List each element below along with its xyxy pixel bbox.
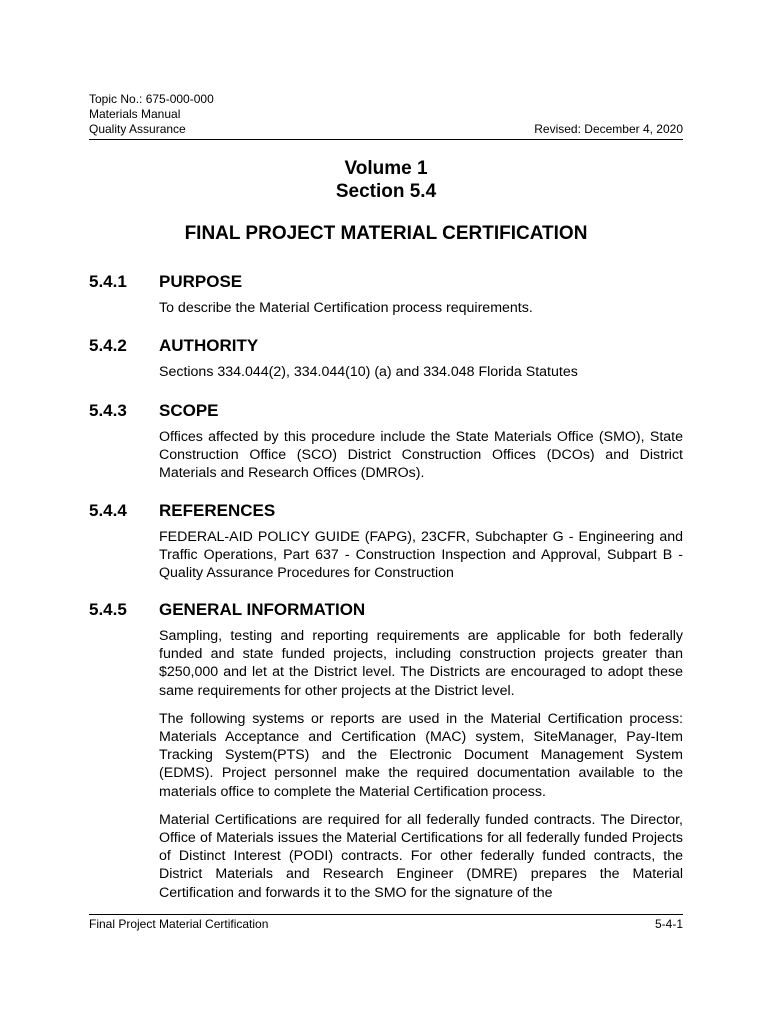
document-title: FINAL PROJECT MATERIAL CERTIFICATION	[184, 223, 588, 244]
section-body	[159, 627, 683, 902]
division-name: Quality Assurance	[89, 122, 186, 136]
footer-title: Final Project Material Certification	[89, 917, 269, 931]
section-heading-text: SCOPE	[159, 401, 219, 420]
section-authority	[89, 335, 683, 381]
header-row	[89, 122, 683, 137]
section-purpose	[89, 271, 683, 317]
footer-divider	[89, 914, 683, 915]
section-title: Section 5.4	[335, 181, 437, 202]
paragraph: Sampling, testing and reporting requirements are applicable for both federally funded and state funded projects, including construction projects greater than $250,000 and let at the District level. The Districts are encouraged to adopt these same requirements for other projects at the District level.	[159, 628, 683, 699]
section-heading-text: GENERAL INFORMATION	[159, 600, 366, 619]
section-number: 5.4.4	[89, 501, 127, 520]
paragraph: FEDERAL-AID POLICY GUIDE (FAPG), 23CFR, Subchapter G - Engineering and Traffic Operations, Part 637 - Construction Inspection and Approval, Subpart B - Quality Assurance Procedures for Construction	[159, 529, 683, 582]
topic-number: Topic No.: 675-000-000	[89, 92, 214, 106]
paragraph: The following systems or reports are used in the Material Certification process: Materials Acceptance and Certification (MAC) system, SiteManager, Pay-Item Tracking System(PTS) and the Electronic Document Management System (EDMS). Project personnel make the required documentation available to the materials office to complete the Material Certification process.	[159, 710, 683, 800]
paragraph: Offices affected by this procedure include the State Materials Office (SMO), State Construction Office (SCO) District Construction Offices (DCOs) and District Materials and Research Offices (DMROs).	[159, 429, 683, 482]
section-scope	[89, 400, 683, 483]
paragraph: To describe the Material Certification process requirements.	[159, 300, 533, 316]
section-number: 5.4.2	[89, 336, 127, 355]
section-number: 5.4.1	[89, 272, 127, 291]
section-body	[159, 299, 683, 317]
section-references	[89, 500, 683, 583]
manual-name: Materials Manual	[89, 107, 181, 121]
section-general-information	[89, 599, 683, 902]
section-body	[159, 428, 683, 483]
page-footer	[89, 917, 683, 932]
section-heading	[89, 400, 683, 422]
paragraph: Sections 334.044(2), 334.044(10) (a) and 334.048 Florida Statutes	[159, 364, 578, 380]
section-heading	[89, 271, 683, 293]
section-heading	[89, 500, 683, 522]
section-body	[159, 528, 683, 583]
section-number: 5.4.3	[89, 401, 127, 420]
section-heading	[89, 335, 683, 357]
section-number: 5.4.5	[89, 600, 127, 619]
section-body	[159, 363, 683, 381]
section-heading-text: PURPOSE	[159, 272, 243, 291]
revised-date: Revised: December 4, 2020	[534, 122, 683, 136]
paragraph: Material Certifications are required for all federally funded contracts. The Director, Office of Materials issues the Material Certifications for all federally funded Projects of Distinct Interest (PODI) contracts. For other federally funded contracts, the District Materials and Research Engineer (DMRE) prepares the Material Certification and forwards it to the SMO for the signature of the	[159, 811, 683, 901]
section-heading	[89, 599, 683, 621]
volume-title: Volume 1	[344, 158, 428, 179]
section-heading-text: REFERENCES	[159, 501, 276, 520]
header-divider	[89, 139, 683, 140]
page-number: 5-4-1	[654, 917, 683, 931]
page-header	[89, 92, 683, 137]
section-heading-text: AUTHORITY	[159, 336, 259, 355]
